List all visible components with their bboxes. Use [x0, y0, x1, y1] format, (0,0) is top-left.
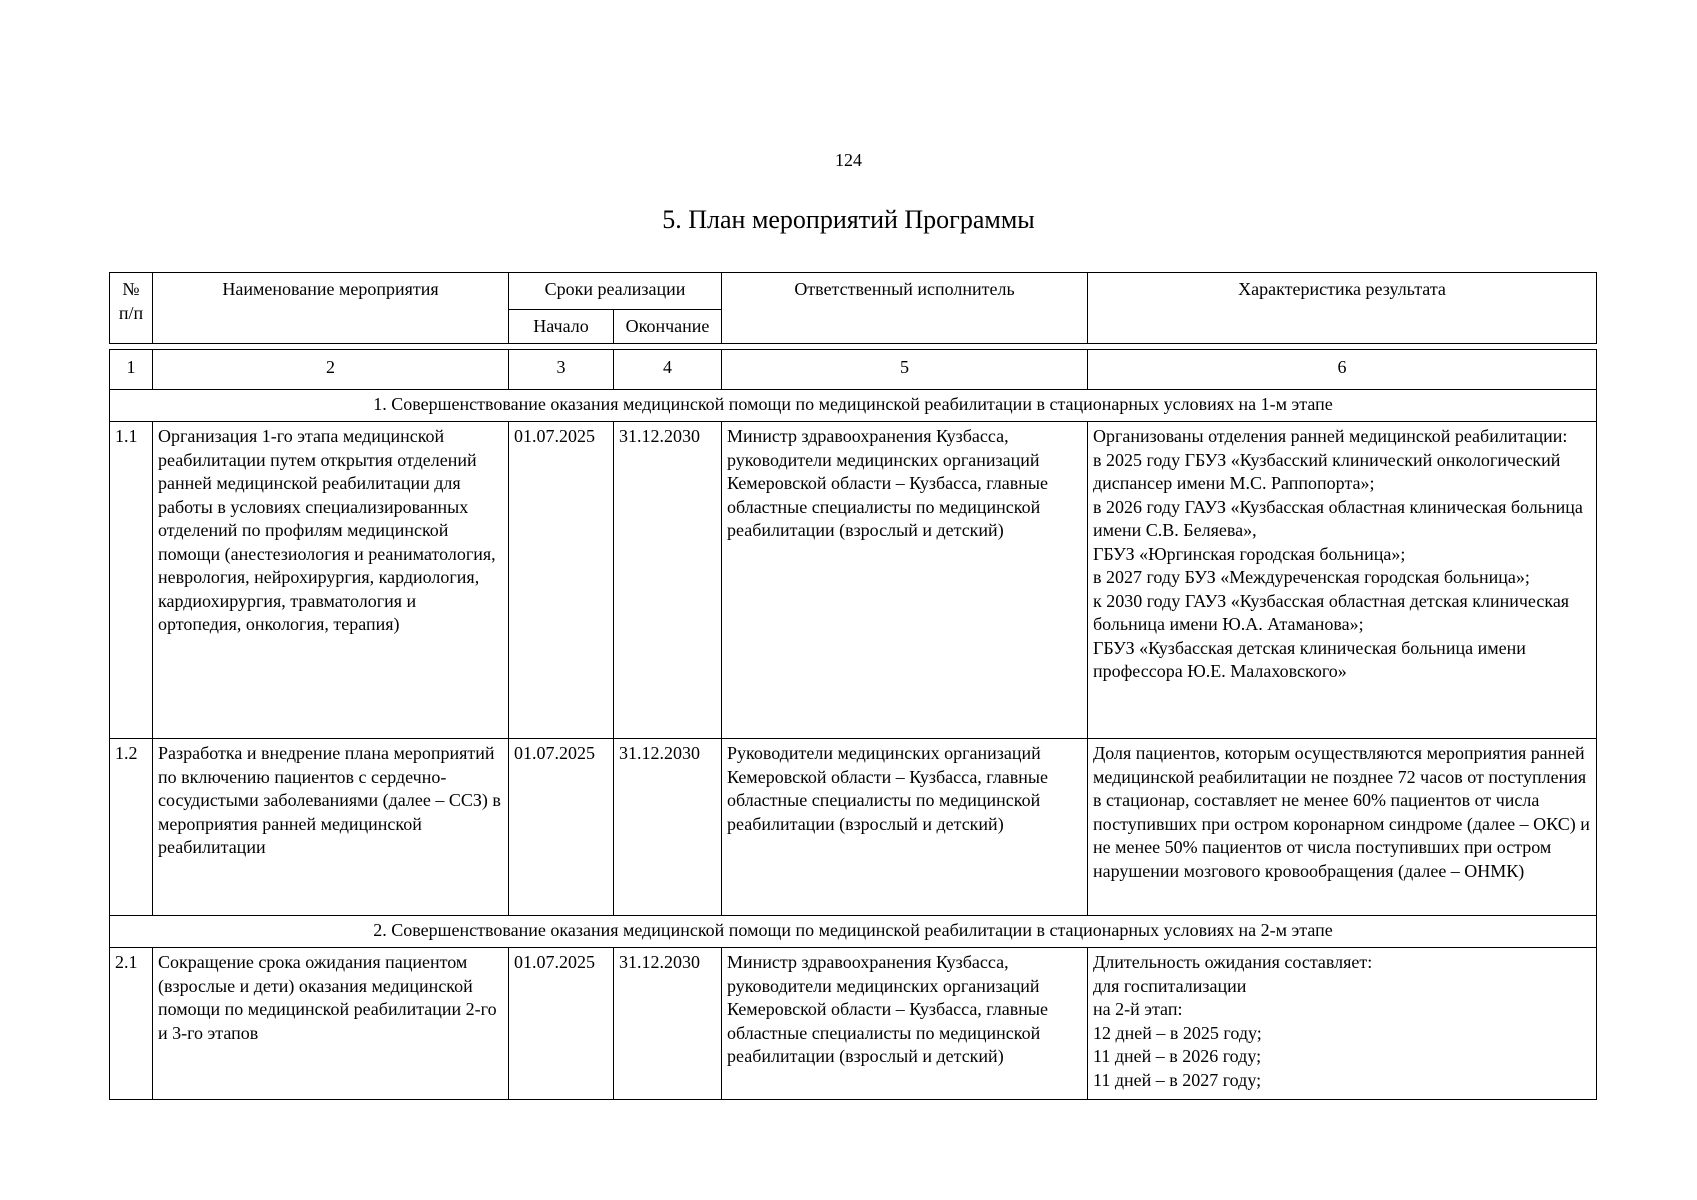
- column-number: 2: [153, 350, 509, 390]
- row-number: 1.2: [110, 739, 153, 916]
- table-row: [110, 422, 1597, 739]
- end-date: 31.12.2030: [614, 422, 722, 739]
- column-number: 3: [509, 350, 614, 390]
- section-title: 2. Совершенствование оказания медицинской помощи по медицинской реабилитации в стационарных условиях на 2-м этапе: [110, 916, 1597, 948]
- header-name: Наименование мероприятия: [153, 273, 509, 344]
- start-date: 01.07.2025: [509, 739, 614, 916]
- header-start: Начало: [509, 310, 614, 344]
- executor: Министр здравоохранения Кузбасса, руководители медицинских организаций Кемеровской области – Кузбасса, главные областные специалисты по медицинской реабилитации (взрослый и детский): [722, 422, 1088, 739]
- page-title: 5. План мероприятий Программы: [662, 205, 1035, 234]
- executor: Министр здравоохранения Кузбасса, руководители медицинских организаций Кемеровской области – Кузбасса, главные областные специалисты по медицинской реабилитации (взрослый и детский): [722, 948, 1088, 1100]
- activity-name: Сокращение срока ожидания пациентом (взрослые и дети) оказания медицинской помощи по медицинской реабилитации 2-го и 3-го этапов: [153, 948, 509, 1100]
- row-number: 1.1: [110, 422, 153, 739]
- column-number-row: [110, 350, 1597, 390]
- start-date: 01.07.2025: [509, 948, 614, 1100]
- header-terms: Сроки реализации: [509, 273, 722, 310]
- result: Организованы отделения ранней медицинской реабилитации: в 2025 году ГБУЗ «Кузбасский клинический онкологический диспансер имени М.С. Раппопорта»; в 2026 году ГАУЗ «Кузбасская областная клиническая больница имени С.В. Беляева», ГБУЗ «Юргинская городская больница»; в 2027 году БУЗ «Междуреченская городская больница»; к 2030 году ГАУЗ «Кузбасская областная детская клиническая больница имени Ю.А. Атаманова»; ГБУЗ «Кузбасская детская клиническая больница имени профессора Ю.Е. Малаховского»: [1088, 422, 1597, 739]
- row-number: 2.1: [110, 948, 153, 1100]
- header-num: № п/п: [110, 273, 153, 344]
- executor: Руководители медицинских организаций Кемеровской области – Кузбасса, главные областные специалисты по медицинской реабилитации (взрослый и детский): [722, 739, 1088, 916]
- column-number: 1: [110, 350, 153, 390]
- result: Длительность ожидания составляет: для госпитализации на 2-й этап: 12 дней – в 2025 году; 11 дней – в 2026 году; 11 дней – в 2027 году;: [1088, 948, 1597, 1100]
- header-result: Характеристика результата: [1088, 273, 1597, 344]
- page-number: 124: [835, 150, 862, 170]
- start-date: 01.07.2025: [509, 422, 614, 739]
- column-number: 4: [614, 350, 722, 390]
- activity-name: Организация 1-го этапа медицинской реабилитации путем открытия отделений ранней медицинской реабилитации для работы в условиях специализированных отделений по профилям медицинской помощи (анестезиология и реаниматология, неврология, нейрохирургия, кардиология, кардиохирургия, травматология и ортопедия, онкология, терапия): [153, 422, 509, 739]
- column-number: 5: [722, 350, 1088, 390]
- table-row: [110, 739, 1597, 916]
- end-date: 31.12.2030: [614, 739, 722, 916]
- header-executor: Ответственный исполнитель: [722, 273, 1088, 344]
- plan-table: [109, 349, 1597, 1100]
- section-row: [110, 916, 1597, 948]
- result: Доля пациентов, которым осуществляются мероприятия ранней медицинской реабилитации не позднее 72 часов от поступления в стационар, составляет не менее 60% пациентов от числа поступивших при остром коронарном синдроме (далее – ОКС) и не менее 50% пациентов от числа поступивших при остром нарушении мозгового кровообращения (далее – ОНМК): [1088, 739, 1597, 916]
- section-title: 1. Совершенствование оказания медицинской помощи по медицинской реабилитации в стационарных условиях на 1-м этапе: [110, 390, 1597, 422]
- section-row: [110, 390, 1597, 422]
- table-row: [110, 948, 1597, 1100]
- table-header: [109, 272, 1597, 344]
- header-end: Окончание: [614, 310, 722, 344]
- end-date: 31.12.2030: [614, 948, 722, 1100]
- column-number: 6: [1088, 350, 1597, 390]
- activity-name: Разработка и внедрение плана мероприятий по включению пациентов с сердечно-сосудистыми заболеваниями (далее – ССЗ) в мероприятия ранней медицинской реабилитации: [153, 739, 509, 916]
